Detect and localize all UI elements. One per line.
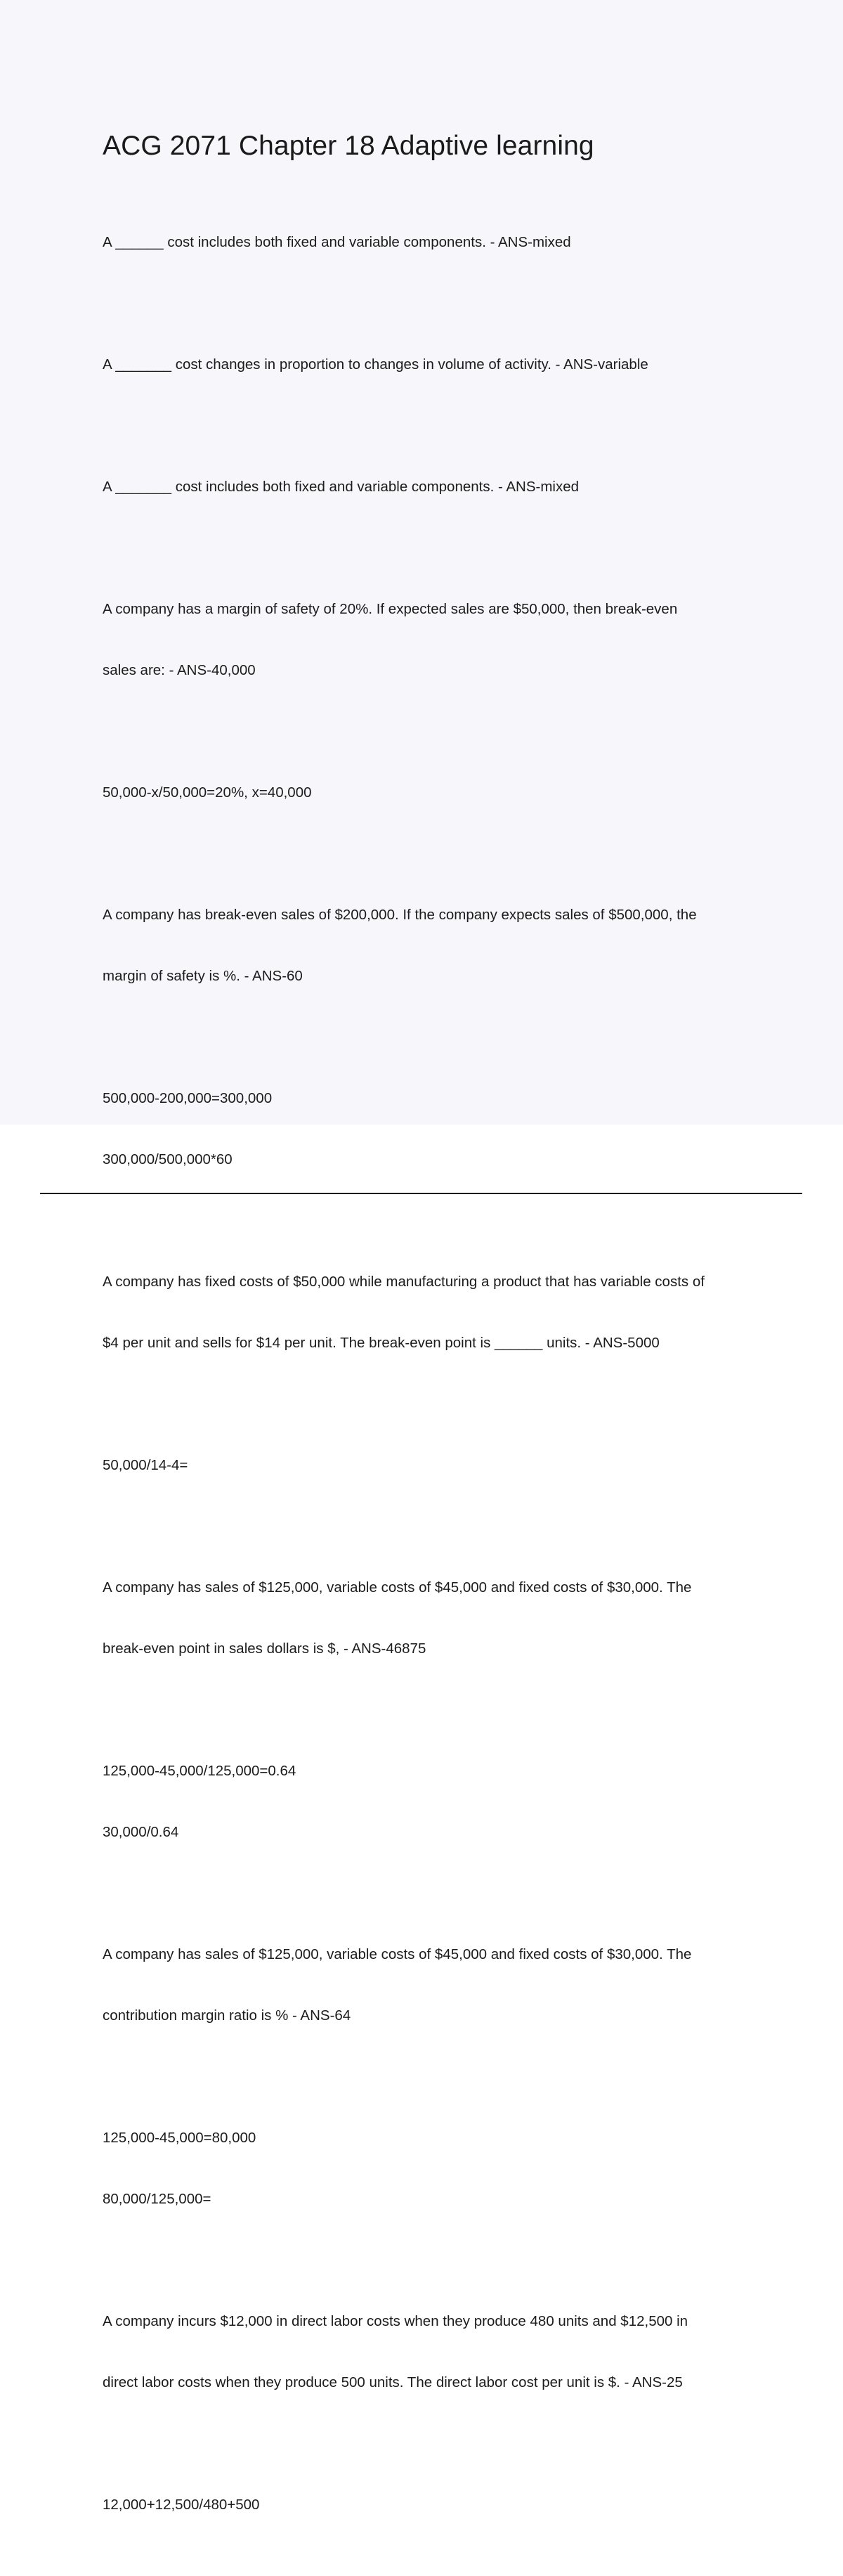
paragraph xyxy=(103,313,763,415)
paragraph-line: sales are: - ANS-40,000 xyxy=(103,662,256,678)
footer-divider xyxy=(40,1193,802,1194)
paragraph-line: break-even point in sales dollars is $, - ANS-46875 xyxy=(103,1640,426,1657)
paragraph xyxy=(103,742,763,843)
paragraph xyxy=(103,1047,763,1210)
paragraph-line: 125,000-45,000/125,000=0.64 xyxy=(103,1763,296,1779)
document-content xyxy=(103,128,763,2576)
paragraph xyxy=(103,1720,763,1883)
paragraph-line: A company has break-even sales of $200,000. If the company expects sales of $500,000, the xyxy=(103,907,697,923)
paragraph-line: 50,000-x/50,000=20%, x=40,000 xyxy=(103,784,312,801)
paragraph-line: 80,000/125,000= xyxy=(103,2191,211,2207)
paragraph-line: 500,000-200,000=300,000 xyxy=(103,1090,273,1106)
paragraph-line: 30,000/0.64 xyxy=(103,1824,179,1840)
paragraph-line: A company has a margin of safety of 20%. If expected sales are $50,000, then break-even xyxy=(103,601,678,617)
paragraph-line: A company incurs $12,000 in direct labor costs when they produce 480 units and $12,500 in xyxy=(103,2313,688,2329)
paragraph-line: $4 per unit and sells for $14 per unit. The break-even point is ______ units. - ANS-5000 xyxy=(103,1335,660,1351)
paragraph xyxy=(103,191,763,293)
paragraph-line: contribution margin ratio is % - ANS-64 xyxy=(103,2007,351,2024)
paragraph-line: 50,000/14-4= xyxy=(103,1457,188,1473)
paragraph xyxy=(103,2087,763,2250)
paragraph-line: A company has sales of $125,000, variable costs of $45,000 and fixed costs of $30,000. The xyxy=(103,1946,692,1962)
paragraph-line: 125,000-45,000=80,000 xyxy=(103,2130,256,2146)
paragraph-line: 12,000+12,500/480+500 xyxy=(103,2497,260,2513)
paragraph xyxy=(103,864,763,1027)
paragraph-line: margin of safety is %. - ANS-60 xyxy=(103,968,303,984)
paragraph-line: A _______ cost includes both fixed and variable components. - ANS-mixed xyxy=(103,479,580,495)
paragraph-line: A company has fixed costs of $50,000 while manufacturing a product that has variable costs of xyxy=(103,1274,705,1290)
paragraph-line: 300,000/500,000*60 xyxy=(103,1151,233,1167)
paragraph xyxy=(103,1536,763,1700)
paragraph-line: A company has sales of $125,000, variable costs of $45,000 and fixed costs of $30,000. The xyxy=(103,1579,692,1596)
paragraph-line: A ______ cost includes both fixed and variable components. - ANS-mixed xyxy=(103,234,571,250)
paragraph xyxy=(103,2270,763,2433)
paragraph xyxy=(103,1903,763,2066)
paragraph-line: direct labor costs when they produce 500 units. The direct labor cost per unit is $. - ANS-25 xyxy=(103,2374,683,2390)
paragraph xyxy=(103,558,763,721)
paragraph-line: A _______ cost changes in proportion to changes in volume of activity. - ANS-variable xyxy=(103,356,648,373)
paragraph xyxy=(103,1414,763,1516)
paragraph xyxy=(103,1231,763,1394)
paragraph xyxy=(103,436,763,538)
document-title: ACG 2071 Chapter 18 Adaptive learning xyxy=(103,131,594,161)
paragraph xyxy=(103,2454,763,2556)
